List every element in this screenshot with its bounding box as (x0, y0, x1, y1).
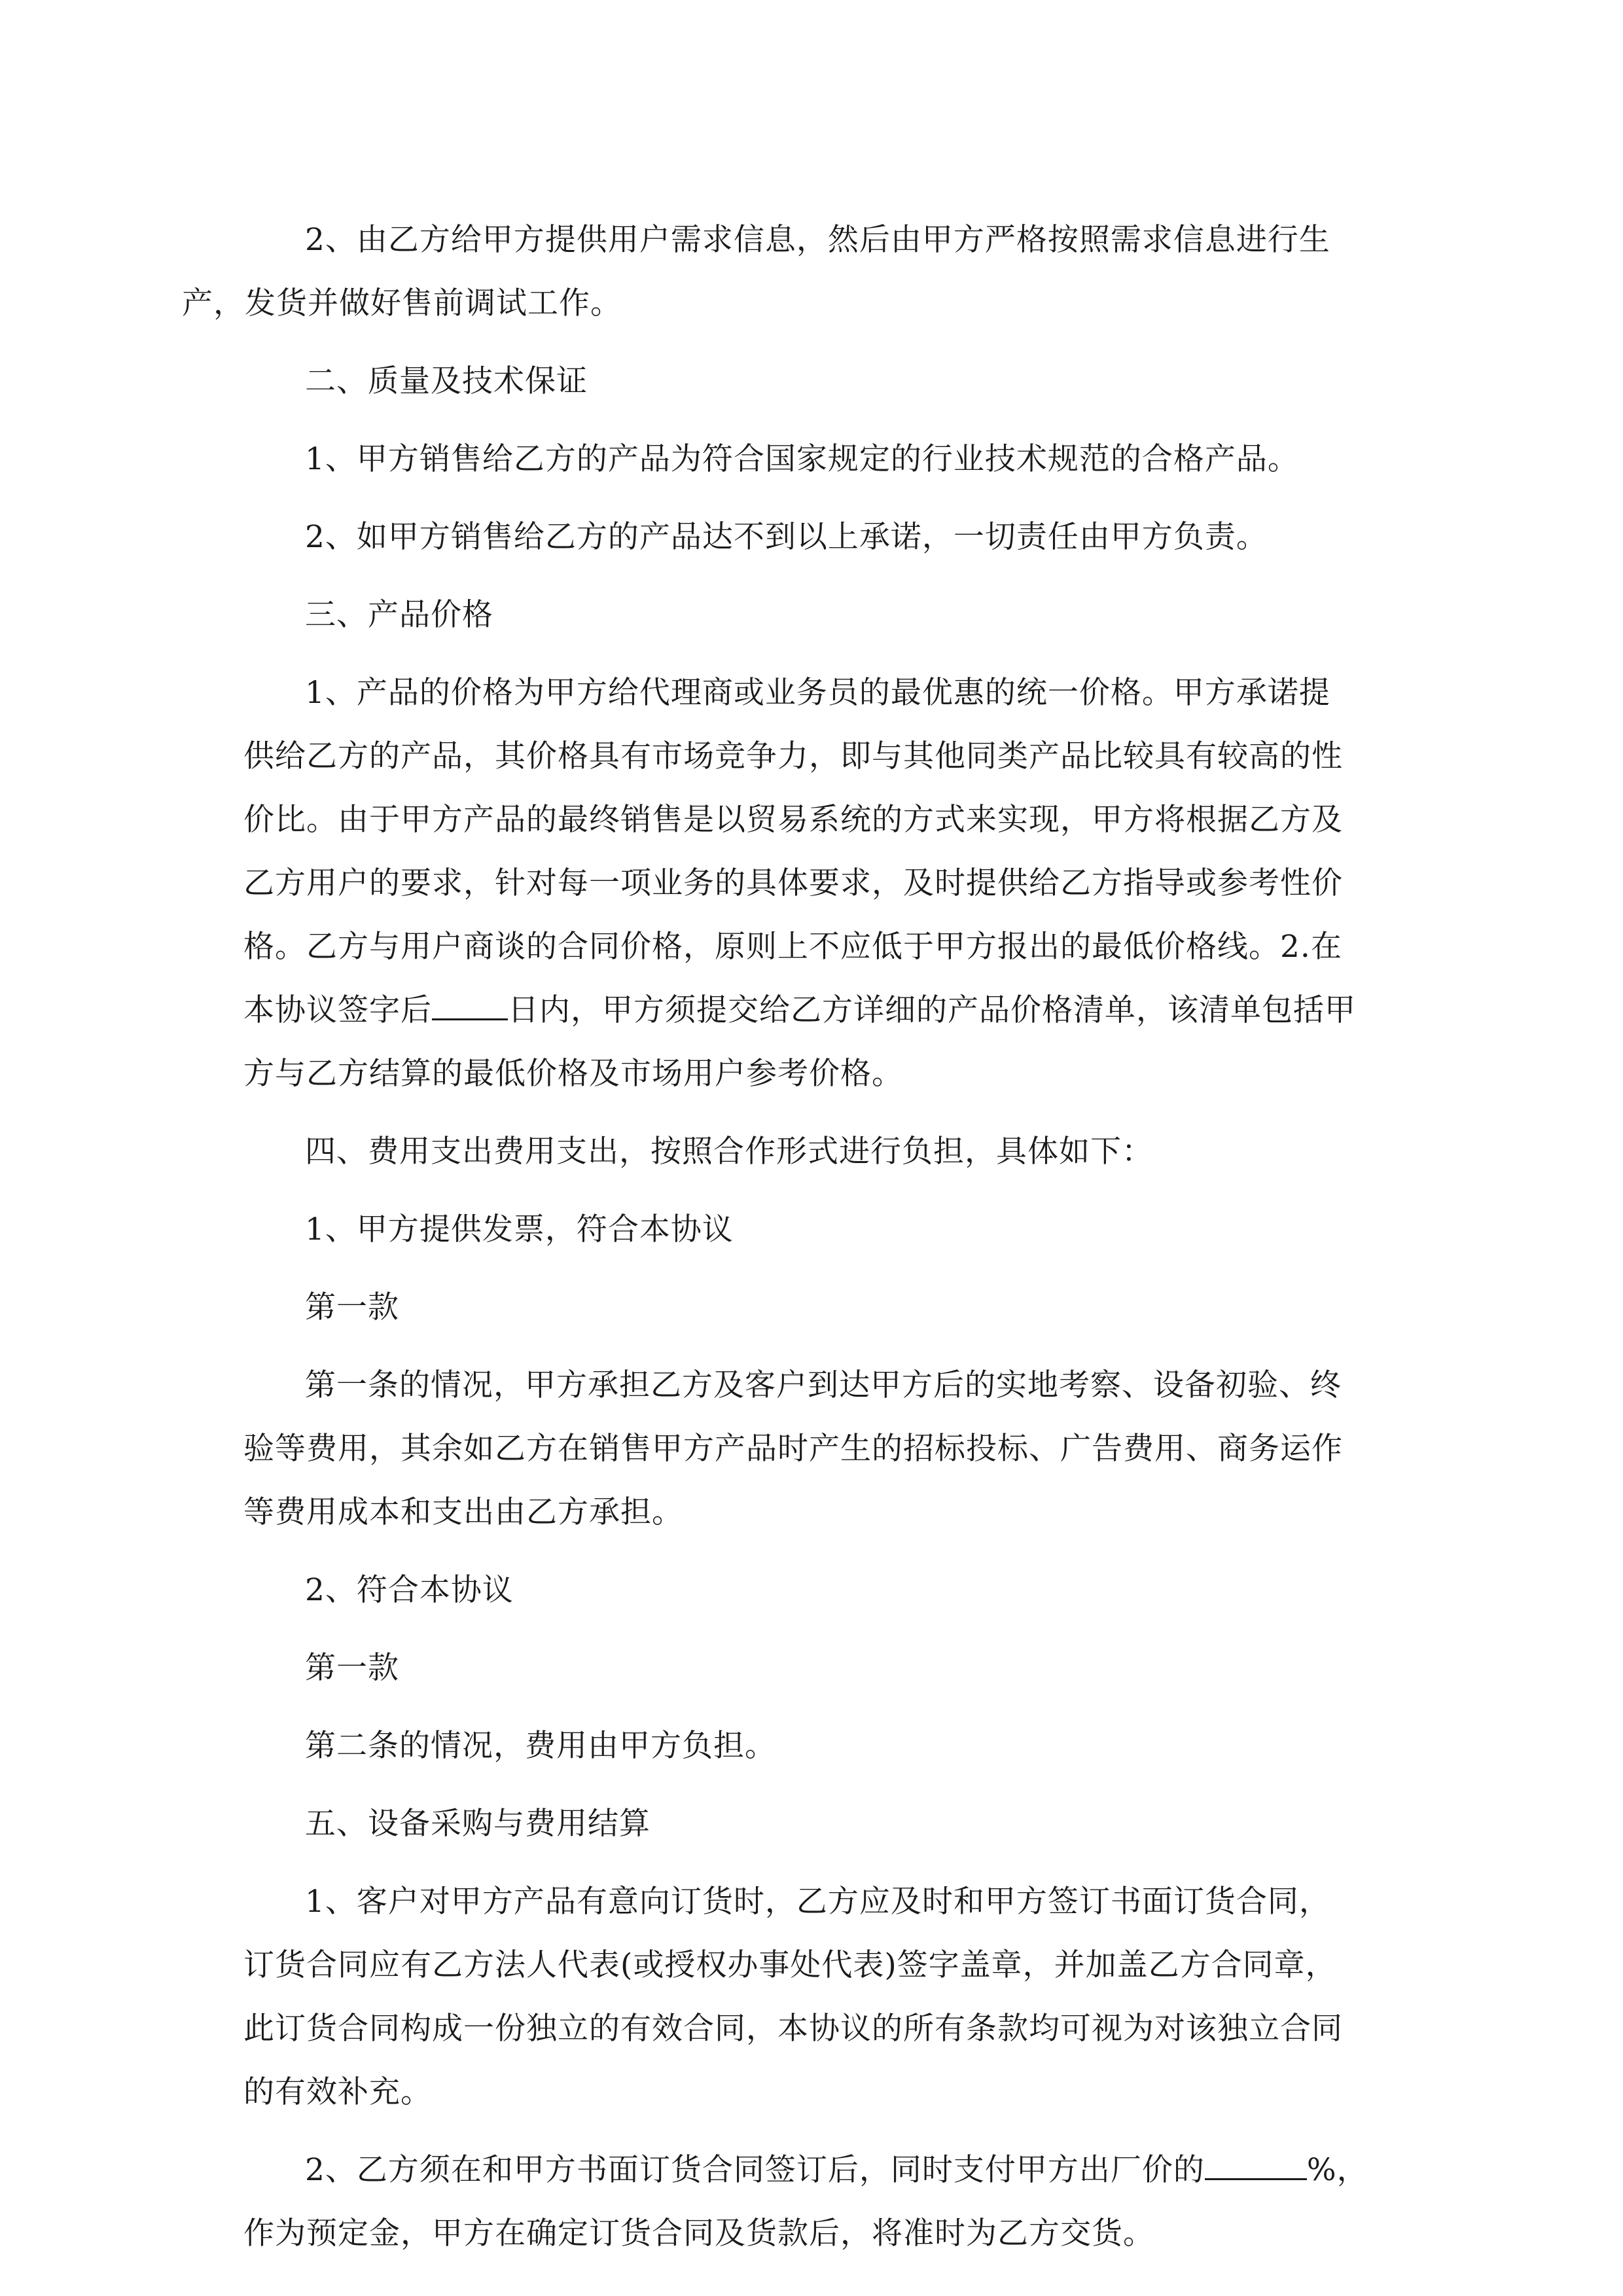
paragraph (243, 1276, 1397, 1339)
fill-in-blank (1205, 2152, 1307, 2180)
paragraph (243, 1198, 1397, 1261)
text-line: 第二条的情况，费用由甲方负担。 (305, 1728, 776, 1764)
paragraph (243, 2138, 1397, 2265)
text-line: 价比。由于甲方产品的最终销售是以贸易系统的方式来实现，甲方将根据乙方及 (243, 802, 1343, 838)
text-line: 2、符合本协议 (305, 1572, 514, 1608)
paragraph (243, 505, 1397, 569)
document-page (182, 208, 1397, 2280)
text-line: 2、如甲方销售给乙方的产品达不到以上承诺，一切责任由甲方负责。 (305, 519, 1268, 555)
text-line: 五、设备采购与费用结算 (305, 1806, 651, 1842)
text-line: 第一条的情况，甲方承担乙方及客户到达甲方后的实地考察、设备初验、终 (305, 1367, 1342, 1403)
text-segment: 2、乙方须在和甲方书面订货合同签订后，同时支付甲方出厂价的 (305, 2152, 1205, 2188)
section-heading (243, 583, 1397, 647)
text-line: 作为预定金，甲方在确定订货合同及货款后，将准时为乙方交货。 (243, 2215, 1154, 2251)
paragraph (243, 1558, 1397, 1622)
text-line: 三、产品价格 (305, 597, 493, 633)
text-line: 产，发货并做好售前调试工作。 (182, 285, 622, 321)
text-line: 四、费用支出费用支出，按照合作形式进行负担，具体如下： (305, 1134, 1153, 1170)
text-line: 1、客户对甲方产品有意向订货时，乙方应及时和甲方签订书面订货合同， (305, 1884, 1330, 1920)
text-line: 的有效补充。 (243, 2074, 432, 2110)
text-line: 此订货合同构成一份独立的有效合同，本协议的所有条款均可视为对该独立合同 (243, 2011, 1343, 2047)
text-line: 第一款 (305, 1650, 399, 1686)
text-segment: %， (1306, 2152, 1368, 2188)
section-heading (243, 1120, 1397, 1183)
text-line: 格。乙方与用户商谈的合同价格，原则上不应低于甲方报出的最低价格线。2.在 (243, 929, 1342, 965)
text-segment: 本协议签字后 (243, 992, 432, 1028)
text-line: 1、甲方提供发票，符合本协议 (305, 1211, 734, 1247)
fill-in-blank (432, 992, 508, 1020)
paragraph (243, 427, 1397, 491)
text-line (243, 2138, 1397, 2202)
paragraph (182, 208, 1397, 335)
section-heading (243, 350, 1397, 413)
text-segment: 日内，甲方须提交给乙方详细的产品价格清单，该清单包括甲 (508, 992, 1356, 1028)
text-line: 订货合同应有乙方法人代表(或授权办事处代表)签字盖章，并加盖乙方合同章， (243, 1947, 1337, 1983)
text-line: 1、产品的价格为甲方给代理商或业务员的最优惠的统一价格。甲方承诺提 (305, 675, 1330, 711)
text-line: 等费用成本和支出由乙方承担。 (243, 1494, 683, 1530)
text-line (243, 978, 1397, 1042)
section-heading (243, 1792, 1397, 1856)
text-line: 方与乙方结算的最低价格及市场用户参考价格。 (243, 1056, 903, 1092)
paragraph (243, 661, 1397, 978)
paragraph (243, 1636, 1397, 1700)
paragraph (243, 978, 1397, 1105)
text-line: 2、由乙方给甲方提供用户需求信息，然后由甲方严格按照需求信息进行生 (305, 222, 1330, 258)
text-line: 1、甲方销售给乙方的产品为符合国家规定的行业技术规范的合格产品。 (305, 441, 1299, 477)
text-line: 验等费用，其余如乙方在销售甲方产品时产生的招标投标、广告费用、商务运作 (243, 1431, 1343, 1467)
paragraph (243, 1714, 1397, 1778)
paragraph (243, 1354, 1397, 1544)
paragraph (243, 1870, 1397, 2124)
text-line: 第一款 (305, 1289, 399, 1325)
text-line: 乙方用户的要求，针对每一项业务的具体要求，及时提供给乙方指导或参考性价 (243, 865, 1343, 901)
text-line: 供给乙方的产品，其价格具有市场竞争力，即与其他同类产品比较具有较高的性 (243, 738, 1343, 774)
text-line: 二、质量及技术保证 (305, 363, 588, 399)
